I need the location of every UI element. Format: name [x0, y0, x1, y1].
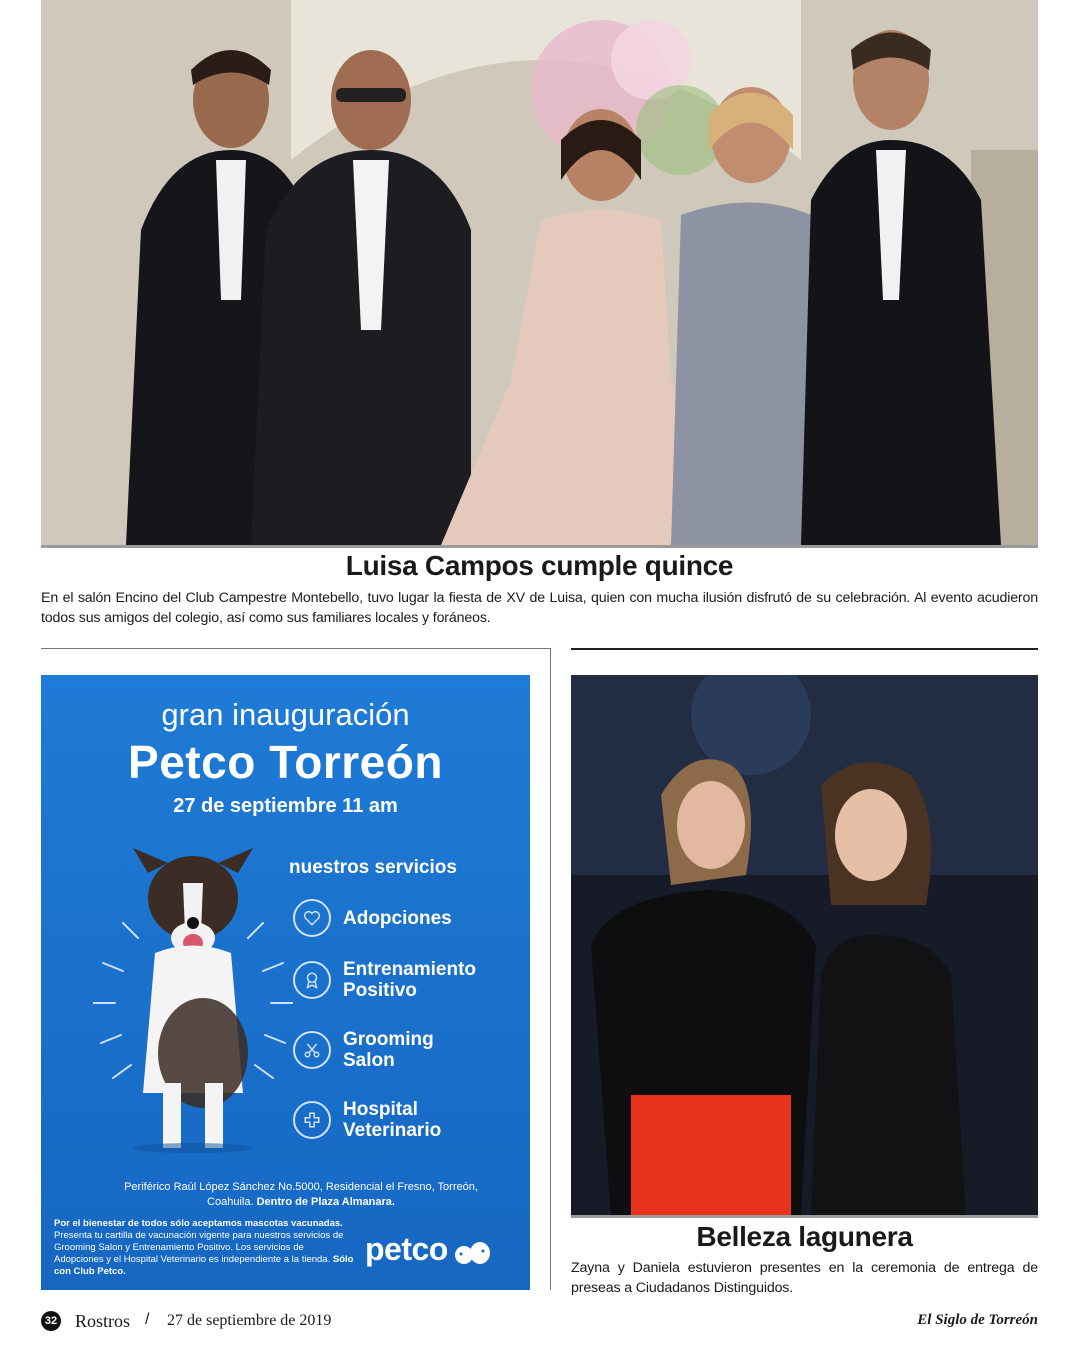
service-label: Grooming Salon [343, 1029, 434, 1071]
column-rule [571, 648, 1038, 650]
photo-bottom-rule [41, 545, 1038, 548]
petco-advertisement [41, 675, 530, 1290]
fine-print-text: Presenta tu cartilla de vacunación vigente para nuestros servicios de Grooming Salon y Entrenamiento Positivo. Los servicios de Adopciones y el Hospital Veterinario es independiente a la tienda. [54, 1230, 344, 1265]
ad-headline: gran inauguración [161, 697, 410, 732]
photo-bottom-rule [571, 1215, 1038, 1218]
ad-address [101, 1180, 501, 1210]
service-item [293, 899, 452, 937]
service-item [293, 1099, 473, 1141]
page-number: 32 [41, 1311, 61, 1331]
footer-separator: / [145, 1311, 150, 1328]
two-women-photo [571, 675, 1038, 1215]
petco-logo [365, 1231, 494, 1269]
brand-name: petco [365, 1231, 448, 1267]
services-heading: nuestros servicios [289, 857, 457, 878]
caption: En el salón Encino del Club Campestre Montebello, tuvo lugar la fiesta de XV de Luisa, quien con mucha ilusión disfrutó de su celebración. Al evento acudieron todos sus amigos del colegio, así como sus familiares locales y foráneos. [41, 590, 1038, 626]
address-text: Periférico Raúl López Sánchez No.5000, Residencial el Fresno, Torreón, Coahuila. [124, 1181, 478, 1208]
fine-print-bold: Por el bienestar de todos sólo aceptamos mascotas vacunadas. [54, 1218, 343, 1229]
heart-icon [293, 899, 331, 937]
section-name: Rostros [75, 1311, 131, 1331]
ad-fine-print [54, 1218, 354, 1278]
fine-print-end: Sólo con Club Petco. [54, 1254, 354, 1277]
dog-image [93, 843, 293, 1153]
newspaper-masthead: El Siglo de Torreón [917, 1312, 1038, 1328]
ad-store-name: Petco Torreón [128, 736, 443, 788]
address-highlight: Dentro de Plaza Almanara. [256, 1196, 395, 1208]
scissors-icon [293, 1031, 331, 1069]
headline: Luisa Campos cumple quince [345, 550, 734, 581]
medical-cross-icon [293, 1101, 331, 1139]
column-divider [550, 648, 551, 1290]
service-item [293, 959, 503, 1001]
column-rule [41, 648, 551, 649]
service-label: Hospital Veterinario [343, 1099, 442, 1141]
group-photo [41, 0, 1038, 545]
service-label: Entrenamiento Positivo [343, 959, 477, 1001]
caption: Zayna y Daniela estuvieron presentes en la ceremonia de entrega de preseas a Ciudadanos Distinguidos. [571, 1260, 1038, 1296]
ad-date: 27 de septiembre 11 am [173, 795, 398, 817]
pets-icon [452, 1235, 494, 1269]
headline: Belleza lagunera [696, 1221, 913, 1252]
service-item [293, 1029, 463, 1071]
ribbon-icon [293, 961, 331, 999]
service-label: Adopciones [343, 907, 452, 929]
issue-date: 27 de septiembre de 2019 [167, 1312, 332, 1329]
